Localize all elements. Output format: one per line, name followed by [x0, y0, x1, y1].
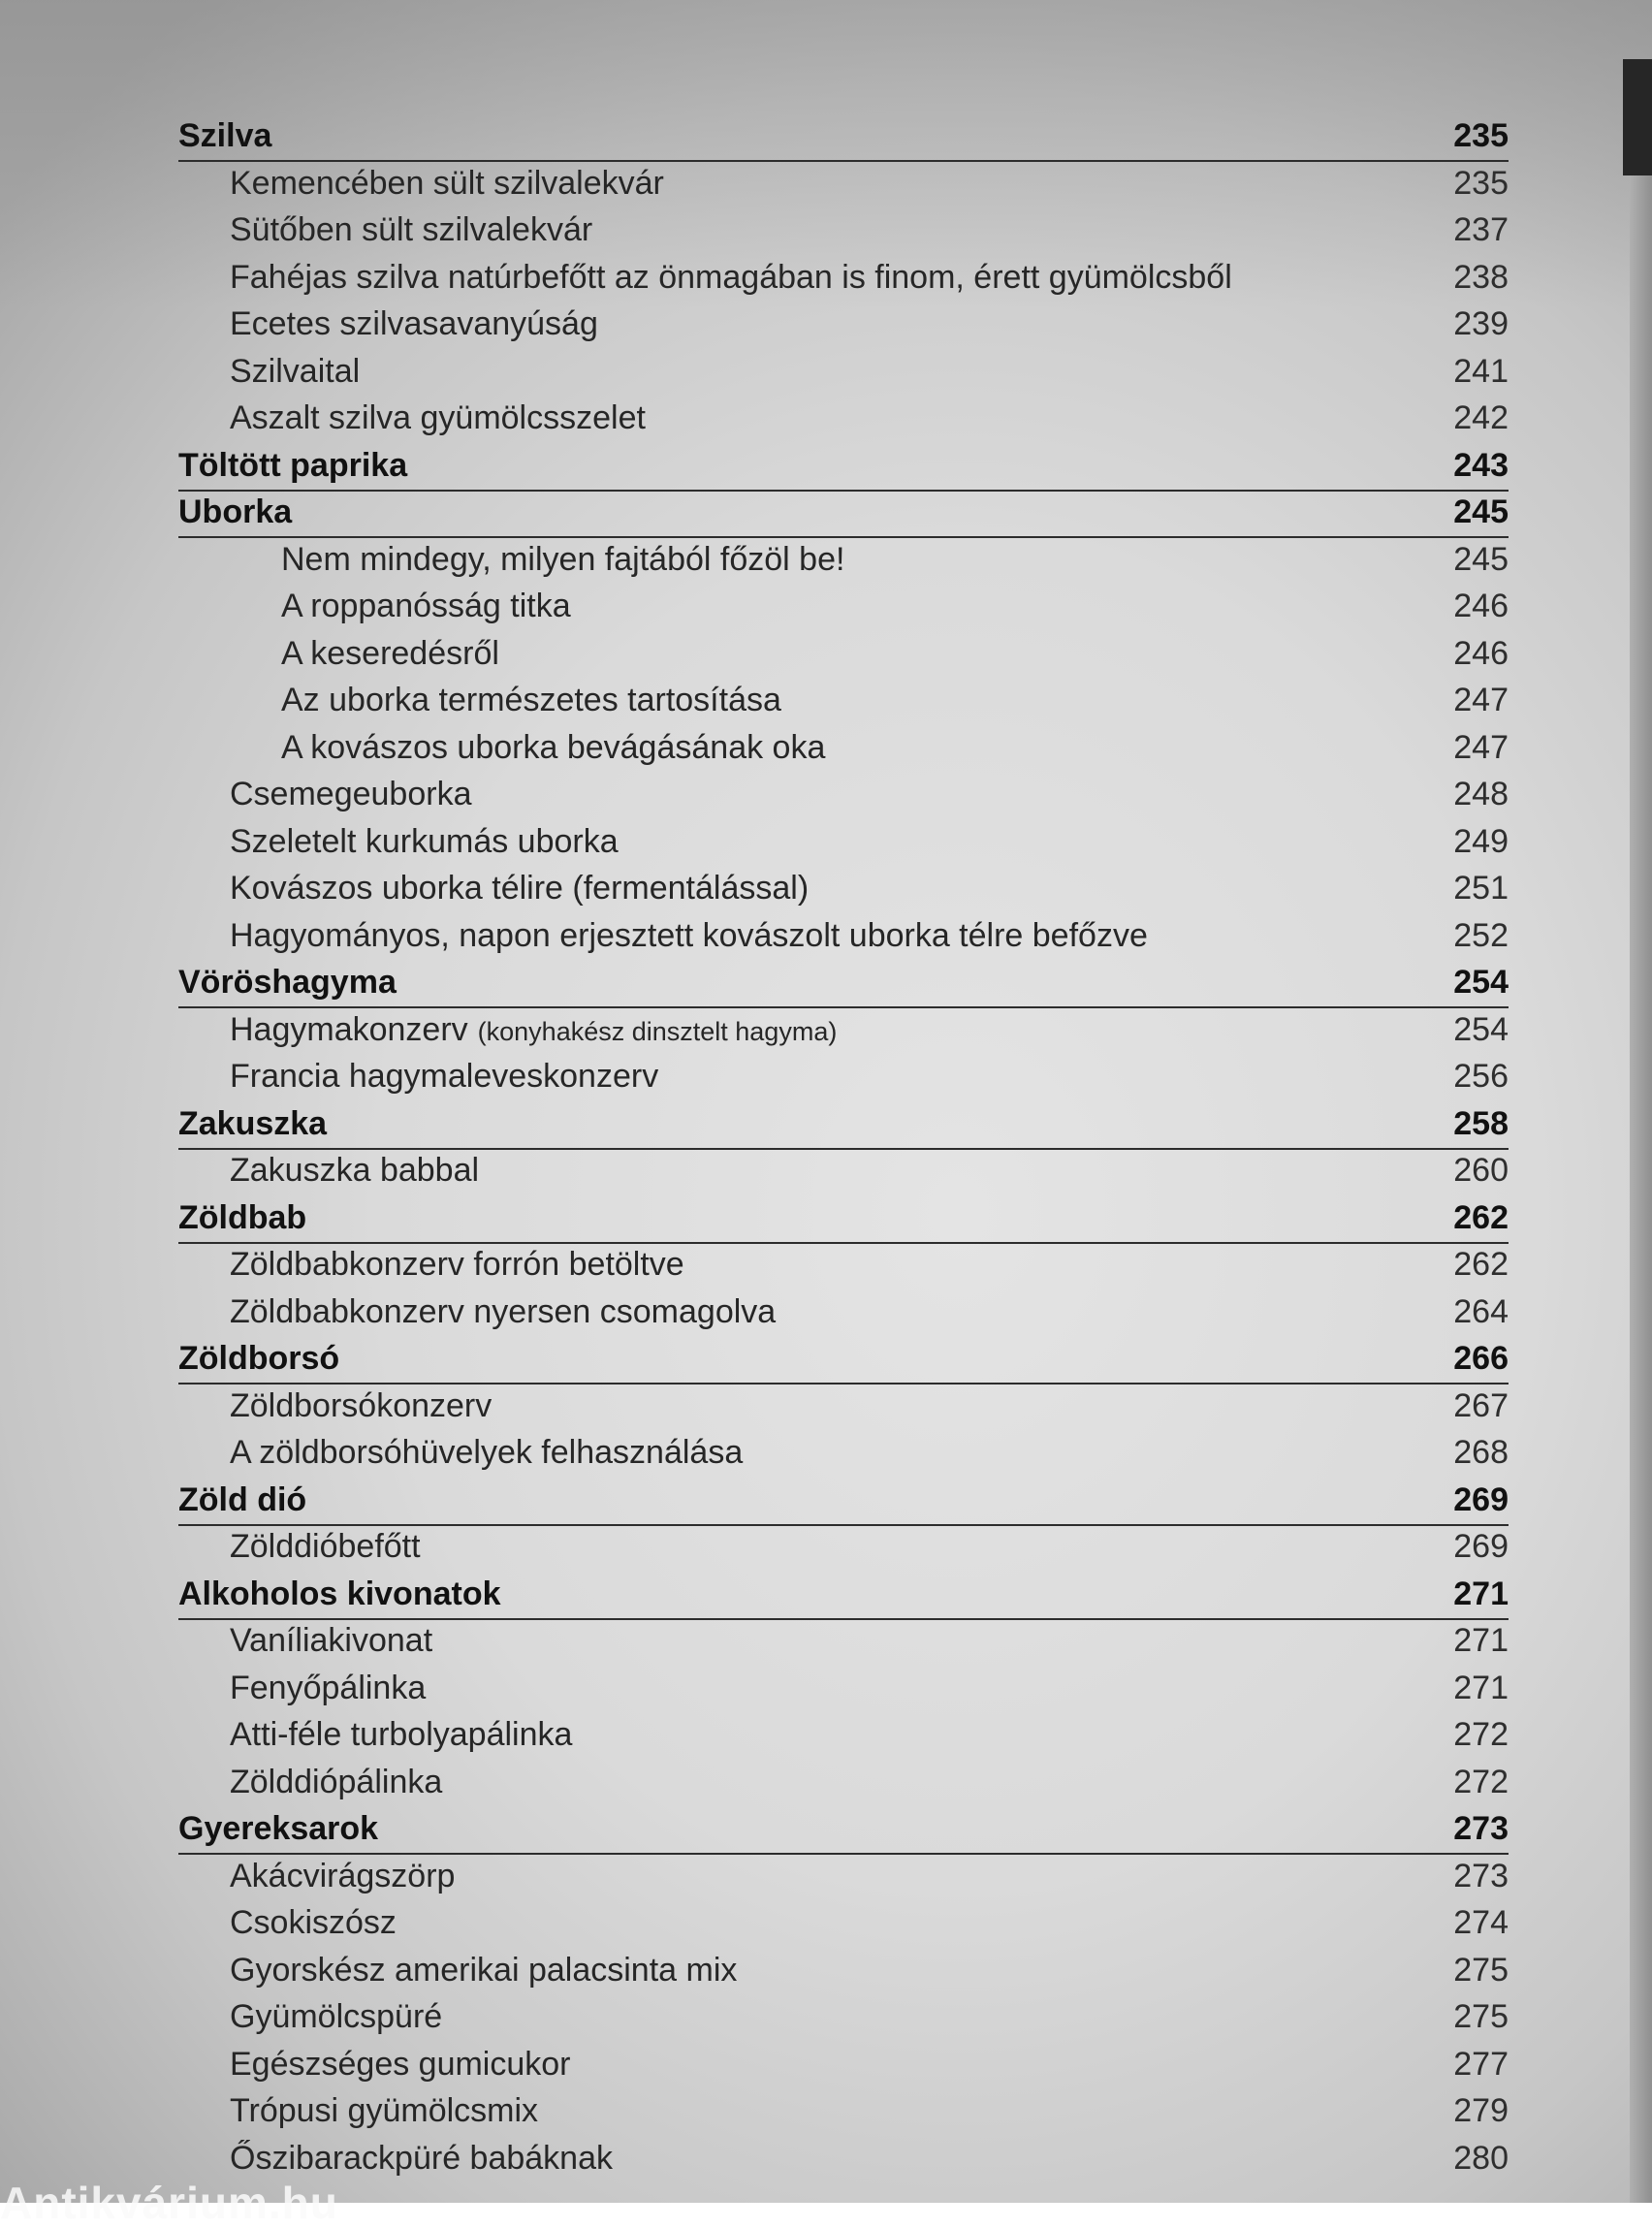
- toc-entry: [178, 1241, 1509, 1289]
- entry-page-number: 256: [1453, 1058, 1509, 1095]
- entry-title: Trópusi gyümölcsmix: [230, 2092, 539, 2129]
- toc-section: [178, 1805, 1509, 1853]
- entry-page-number: 280: [1453, 2139, 1509, 2177]
- entry-page-number: 242: [1453, 399, 1509, 436]
- table-of-contents: [178, 112, 1509, 2181]
- entry-title: Fenyőpálinka: [230, 1669, 427, 1706]
- section-page-number: 273: [1453, 1810, 1509, 1847]
- entry-page-number: 275: [1453, 1998, 1509, 2035]
- entry-title: Szilvaital: [230, 352, 361, 390]
- toc-entry: [178, 2087, 1509, 2135]
- topic-page-number: 245: [1453, 540, 1509, 578]
- toc-entry: [178, 1429, 1509, 1477]
- entry-title: Ecetes szilvasavanyúság: [230, 305, 598, 342]
- section-title: Zöldborsó: [178, 1340, 340, 1377]
- entry-page-number: 272: [1453, 1763, 1509, 1800]
- topic-page-number: 246: [1453, 634, 1509, 672]
- entry-title: A zöldborsóhüvelyek felhasználása: [230, 1434, 744, 1471]
- section-title: Uborka: [178, 493, 293, 530]
- topic-title: Az uborka természetes tartosítása: [281, 682, 781, 718]
- toc-entry: [178, 207, 1509, 254]
- entry-title: Akácvirágszörp: [230, 1857, 456, 1894]
- toc-section: [178, 1335, 1509, 1383]
- toc-entry: [178, 1289, 1509, 1336]
- section-page-number: 262: [1453, 1198, 1509, 1236]
- entry-page-number: 273: [1453, 1857, 1509, 1894]
- toc-entry: [178, 1383, 1509, 1430]
- entry-page-number: 248: [1453, 776, 1509, 812]
- entry-page-number: 251: [1453, 870, 1509, 907]
- entry-title: Sütőben sült szilvalekvár: [230, 211, 593, 248]
- entry-page-number: 271: [1453, 1622, 1509, 1659]
- entry-title: Atti-féle turbolyapálinka: [230, 1716, 573, 1753]
- entry-page-number: 269: [1453, 1528, 1509, 1565]
- entry-title: Csemegeuborka: [230, 776, 472, 812]
- toc-entry: [178, 1523, 1509, 1571]
- section-title: Alkoholos kivonatok: [178, 1575, 501, 1612]
- entry-page-number: 274: [1453, 1904, 1509, 1941]
- toc-entry: [178, 395, 1509, 442]
- toc-entry: [178, 1006, 1509, 1054]
- entry-page-number: 279: [1453, 2092, 1509, 2129]
- section-title: Szilva: [178, 117, 272, 154]
- toc-entry: [178, 1853, 1509, 1900]
- toc-topic: [178, 677, 1509, 724]
- toc-entry: [178, 2041, 1509, 2088]
- toc-entry: [178, 1053, 1509, 1100]
- section-page-number: 269: [1453, 1480, 1509, 1518]
- entry-title: Szeletelt kurkumás uborka: [230, 822, 619, 860]
- section-page-number: 243: [1453, 446, 1509, 484]
- entry-page-number: 272: [1453, 1716, 1509, 1753]
- watermark: [0, 2178, 407, 2228]
- toc-entry: [178, 865, 1509, 912]
- toc-topic: [178, 630, 1509, 678]
- entry-page-number: 260: [1453, 1152, 1509, 1189]
- entry-page-number: 238: [1453, 258, 1509, 296]
- section-page-number: 245: [1453, 493, 1509, 530]
- entry-title: Zölddiópálinka: [230, 1763, 443, 1800]
- entry-page-number: 277: [1453, 2045, 1509, 2083]
- toc-topic: [178, 536, 1509, 584]
- toc-entry: [178, 1759, 1509, 1806]
- entry-page-number: 267: [1453, 1386, 1509, 1424]
- toc-entry: [178, 254, 1509, 302]
- toc-section: [178, 959, 1509, 1006]
- entry-page-number: 239: [1453, 305, 1509, 342]
- topic-page-number: 246: [1453, 588, 1509, 624]
- toc-entry: [178, 1665, 1509, 1712]
- section-title: Gyereksarok: [178, 1810, 379, 1847]
- entry-page-number: 235: [1453, 164, 1509, 202]
- toc-entry: [178, 912, 1509, 960]
- section-title: Zakuszka: [178, 1104, 328, 1142]
- toc-section: [178, 442, 1509, 490]
- toc-entry: [178, 771, 1509, 818]
- entry-title: Kovászos uborka télire (fermentálással): [230, 870, 810, 907]
- toc-section: [178, 1571, 1509, 1618]
- toc-entry: [178, 1899, 1509, 1947]
- entry-title: Zöldbabkonzerv forrón betöltve: [230, 1246, 684, 1283]
- section-title: Zöld dió: [178, 1480, 307, 1518]
- entry-page-number: 254: [1453, 1010, 1509, 1048]
- entry-page-number: 252: [1453, 916, 1509, 954]
- toc-entry: [178, 1711, 1509, 1759]
- toc-entry: [178, 818, 1509, 866]
- entry-title: Zakuszka babbal: [230, 1152, 480, 1189]
- section-page-number: 266: [1453, 1340, 1509, 1377]
- entry-page-number: 264: [1453, 1292, 1509, 1330]
- topic-title: A keseredésről: [281, 634, 499, 672]
- toc-topic: [178, 583, 1509, 630]
- toc-entry: [178, 1147, 1509, 1194]
- entry-title-group: [230, 1006, 837, 1056]
- entry-title: Aszalt szilva gyümölcsszelet: [230, 399, 646, 436]
- section-page-number: 271: [1453, 1575, 1509, 1612]
- entry-note: (konyhakész dinsztelt hagyma): [477, 1016, 838, 1046]
- toc-section: [178, 112, 1509, 160]
- toc-section: [178, 1100, 1509, 1148]
- toc-entry: [178, 301, 1509, 348]
- entry-title: Zöldbabkonzerv nyersen csomagolva: [230, 1292, 777, 1330]
- topic-page-number: 247: [1453, 682, 1509, 718]
- toc-entry: [178, 1617, 1509, 1665]
- page-edge: [1630, 175, 1652, 2203]
- section-title: Zöldbab: [178, 1198, 307, 1236]
- toc-section: [178, 489, 1509, 536]
- entry-page-number: 241: [1453, 352, 1509, 390]
- toc-section: [178, 1194, 1509, 1242]
- entry-title: Gyorskész amerikai palacsinta mix: [230, 1951, 738, 1989]
- entry-title: Kemencében sült szilvalekvár: [230, 164, 664, 202]
- toc-topic: [178, 724, 1509, 772]
- entry-page-number: 268: [1453, 1434, 1509, 1471]
- entry-page-number: 275: [1453, 1951, 1509, 1989]
- section-page-number: 258: [1453, 1104, 1509, 1142]
- entry-title: Csokiszósz: [230, 1904, 397, 1941]
- toc-entry: [178, 160, 1509, 207]
- section-title: Töltött paprika: [178, 446, 408, 484]
- entry-title: Őszibarackpüré babáknak: [230, 2139, 614, 2177]
- entry-page-number: 262: [1453, 1246, 1509, 1283]
- entry-title: Francia hagymaleveskonzerv: [230, 1058, 659, 1095]
- toc-entry: [178, 1947, 1509, 1994]
- topic-title: Nem mindegy, milyen fajtából főzöl be!: [281, 540, 845, 578]
- entry-title: Zölddióbefőtt: [230, 1528, 421, 1565]
- entry-title: Fahéjas szilva natúrbefőtt az önmagában is finom, érett gyümölcsből: [230, 258, 1232, 296]
- entry-title: Hagyományos, napon erjesztett kovászolt uborka télre befőzve: [230, 916, 1148, 954]
- toc-entry: [178, 348, 1509, 396]
- entry-title: Hagymakonzerv: [230, 1010, 468, 1048]
- toc-entry: [178, 2135, 1509, 2182]
- entry-page-number: 237: [1453, 211, 1509, 248]
- topic-page-number: 247: [1453, 728, 1509, 766]
- entry-title: Gyümölcspüré: [230, 1998, 443, 2035]
- page-tab-marker: [1623, 59, 1652, 175]
- topic-title: A kovászos uborka bevágásának oka: [281, 728, 826, 766]
- entry-title: Egészséges gumicukor: [230, 2045, 571, 2083]
- topic-title: A roppanósság titka: [281, 588, 571, 624]
- toc-entry: [178, 1993, 1509, 2041]
- section-page-number: 235: [1453, 117, 1509, 154]
- entry-page-number: 271: [1453, 1669, 1509, 1706]
- section-page-number: 254: [1453, 964, 1509, 1001]
- watermark-text: Antikvárium.hu: [0, 2178, 338, 2228]
- entry-page-number: 249: [1453, 822, 1509, 860]
- entry-title: Zöldborsókonzerv: [230, 1386, 492, 1424]
- toc-section: [178, 1477, 1509, 1524]
- section-title: Vöröshagyma: [178, 964, 397, 1001]
- entry-title: Vaníliakivonat: [230, 1622, 433, 1659]
